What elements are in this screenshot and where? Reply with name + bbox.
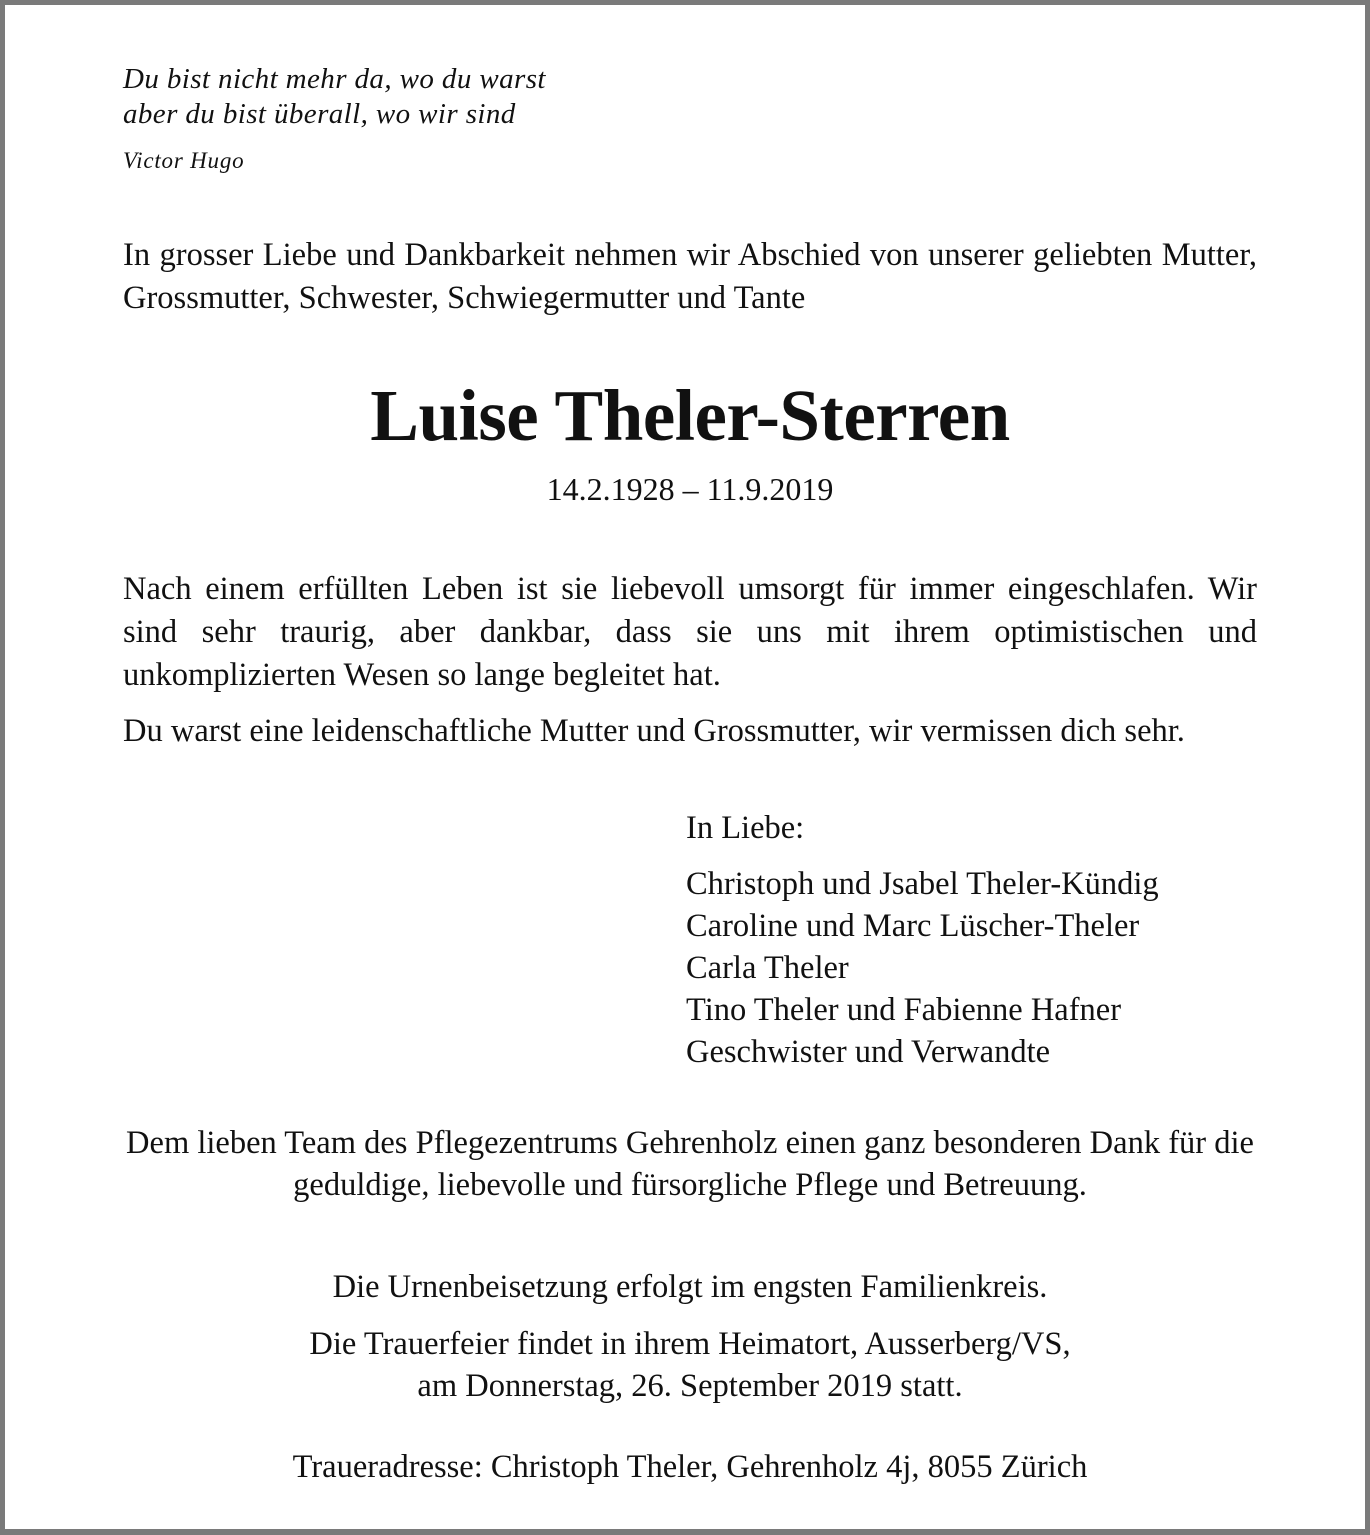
urn-burial-text: Die Urnenbeisetzung erfolgt im engsten Familienkreis.: [332, 1269, 1048, 1305]
motto-line: aber du bist überall, wo wir sind: [123, 98, 516, 130]
signoff-label: In Liebe:: [686, 810, 805, 846]
motto-quote: [123, 62, 546, 132]
thanks-text: Dem lieben Team des Pflegezentrums Gehrenholz einen ganz besonderen Dank für die geduldige, liebevolle und fürsorgliche Pflege und Betreuung.: [126, 1125, 1254, 1203]
family-member: Geschwister und Verwandte: [686, 1034, 1051, 1070]
deceased-name: Luise Theler-Sterren: [370, 375, 1010, 456]
mourning-address: Traueradresse: Christoph Theler, Gehrenholz 4j, 8055 Zürich: [292, 1449, 1088, 1485]
family-member: Christoph und Jsabel Theler-Kündig: [686, 866, 1159, 902]
life-dates: 14.2.1928 – 11.9.2019: [546, 471, 834, 507]
intro-text: In grosser Liebe und Dankbarkeit nehmen wir Abschied von unserer geliebten Mutter, Grossmutter, Schwester, Schwiegermutter und Tante: [123, 237, 1257, 316]
ceremony-line: Die Trauerfeier findet in ihrem Heimatort, Ausserberg/VS,: [309, 1326, 1071, 1362]
motto-line: Du bist nicht mehr da, wo du warst: [123, 63, 546, 95]
family-member: Carla Theler: [686, 950, 849, 986]
body-paragraph: Nach einem erfüllten Leben ist sie liebevoll umsorgt für immer eingeschlafen. Wir sind sehr traurig, aber dankbar, dass sie uns mit ihrem optimistischen und unkomplizierten Wesen so lange begleitet hat.: [123, 571, 1257, 693]
ceremony-text: [101, 1323, 1279, 1407]
family-list: [686, 863, 1159, 1073]
body-paragraph: Du warst eine leidenschaftliche Mutter und Grossmutter, wir vermissen dich sehr.: [123, 713, 1185, 749]
ceremony-line: am Donnerstag, 26. September 2019 statt.: [417, 1368, 963, 1404]
family-member: Caroline und Marc Lüscher-Theler: [686, 908, 1140, 944]
motto-author: Victor Hugo: [123, 148, 245, 173]
family-member: Tino Theler und Fabienne Hafner: [686, 992, 1122, 1028]
